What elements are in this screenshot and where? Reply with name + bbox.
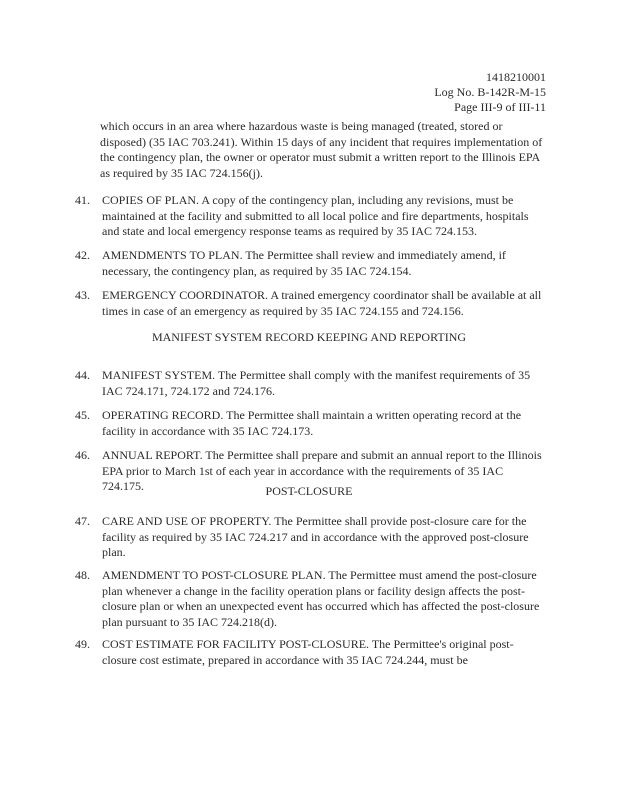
item-number: 44. (75, 368, 90, 382)
page-header (434, 70, 546, 115)
item-text: COST ESTIMATE FOR FACILITY POST-CLOSURE. The Permittee's original post-closure cost estimate, prepared in accordance with 35 IAC 724.244, must be (102, 637, 514, 667)
item-text: OPERATING RECORD. The Permittee shall maintain a written operating record at the facility in accordance with 35 IAC 724.173. (102, 408, 522, 438)
item-number: 42. (75, 248, 90, 262)
item-number: 45. (75, 408, 90, 422)
item-text: CARE AND USE OF PROPERTY. The Permittee shall provide post-closure care for the facility as required by 35 IAC 724.217 and in accordance with the approved post-closure plan. (102, 514, 529, 559)
item-text: COPIES OF PLAN. A copy of the contingency plan, including any revisions, must be maintained at the facility and submitted to all local police and fire departments, hospitals and state and local emergency response teams as required by 35 IAC 724.153. (102, 193, 529, 238)
item-number: 49. (75, 637, 90, 651)
item-number: 47. (75, 514, 90, 528)
item-number: 43. (75, 288, 90, 302)
section-heading: MANIFEST SYSTEM RECORD KEEPING AND REPORTING (151, 330, 467, 344)
item-text: EMERGENCY COORDINATOR. A trained emergency coordinator shall be available at all times in case of an emergency as required by 35 IAC 724.155 and 724.156. (102, 288, 542, 318)
document-id: 1418210001 (486, 70, 546, 84)
page-number: Page III-9 of III-11 (454, 100, 546, 114)
item-text: AMENDMENT TO POST-CLOSURE PLAN. The Permittee must amend the post-closure plan whenever a change in the facility operation plans or facility design affects the post-closure plan or when an unexpected event has occurred which has affected the post-closure plan pursuant to 35 IAC 724.218(d). (102, 568, 540, 629)
item-text: MANIFEST SYSTEM. The Permittee shall comply with the manifest requirements of 35 IAC 724.171, 724.172 and 724.176. (102, 368, 531, 398)
continuation-paragraph: which occurs in an area where hazardous waste is being managed (treated, stored or disposed) (35 IAC 703.241). Within 15 days of any incident that requires implementation of the contingency plan, the owner or operator must submit a written report to the Illinois EPA as required by 35 IAC 724.156(j). (100, 119, 543, 180)
item-number: 41. (75, 193, 90, 207)
log-number: Log No. B-142R-M-15 (434, 85, 546, 99)
item-text: ANNUAL REPORT. The Permittee shall prepare and submit an annual report to the Illinois EPA prior to March 1st of each year in accordance with the requirements of 35 IAC 724.175. (102, 448, 542, 493)
item-text: AMENDMENTS TO PLAN. The Permittee shall review and immediately amend, if necessary, the contingency plan, as required by 35 IAC 724.154. (102, 248, 506, 278)
item-number: 48. (75, 568, 90, 582)
section-heading: POST-CLOSURE (265, 484, 353, 498)
item-number: 46. (75, 448, 90, 462)
